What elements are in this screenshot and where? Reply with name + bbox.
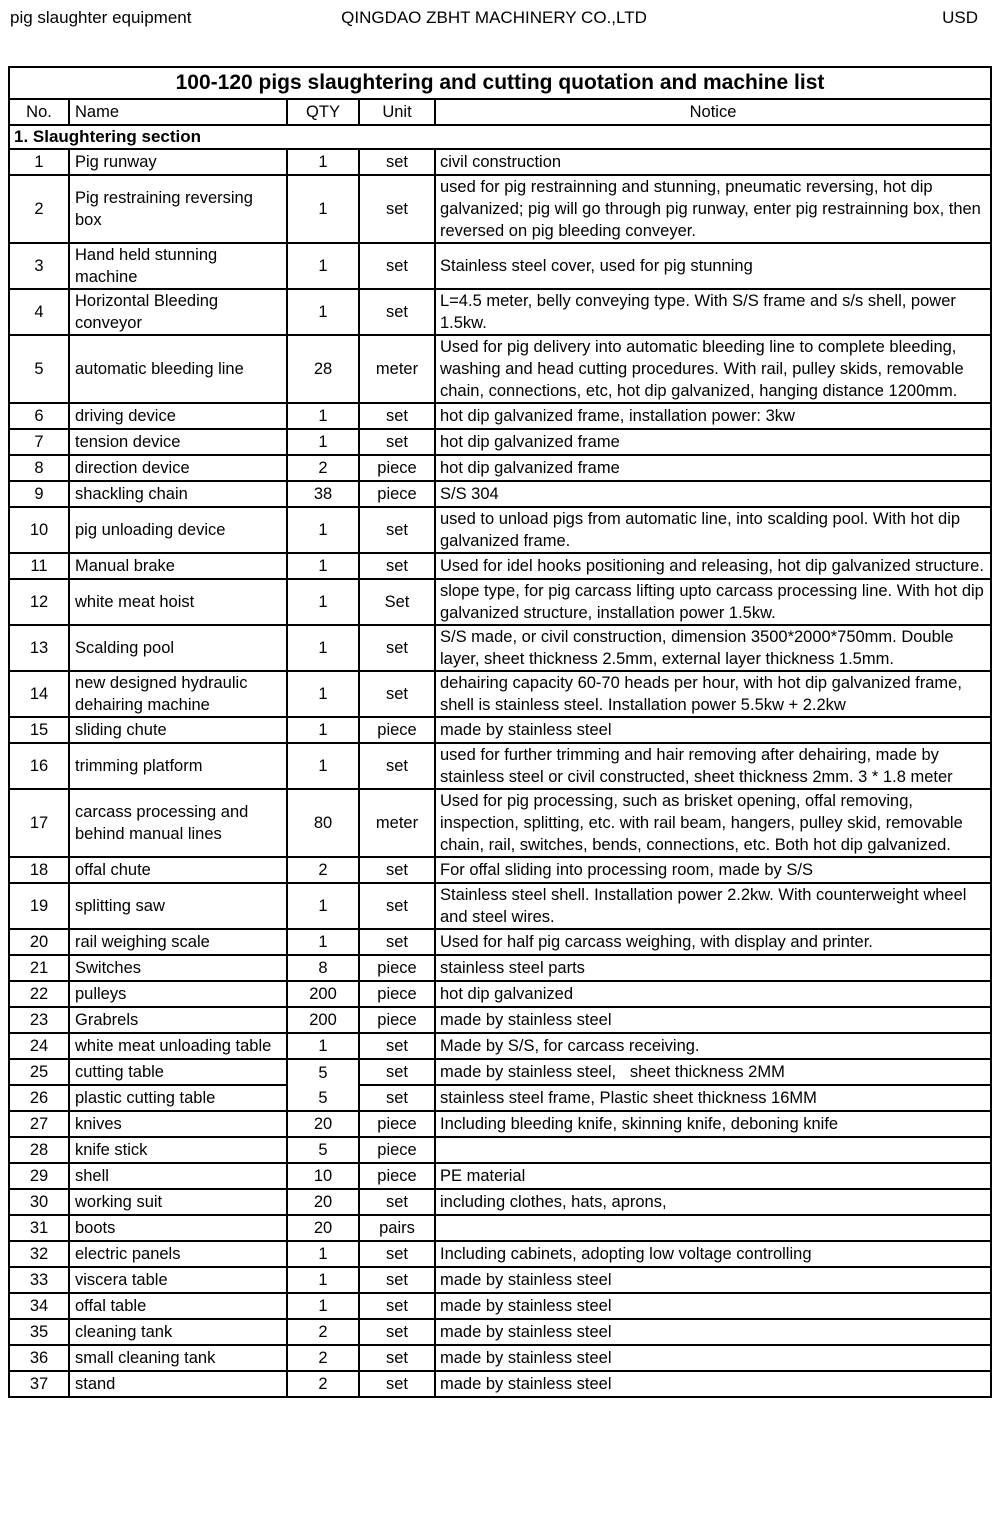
table-row <box>9 1293 991 1319</box>
cell-notice: stainless steel parts <box>435 955 991 981</box>
cell-name: white meat unloading table <box>69 1033 287 1059</box>
cell-no: 10 <box>9 507 69 553</box>
table-row <box>9 1033 991 1059</box>
cell-notice: hot dip galvanized frame <box>435 429 991 455</box>
cell-unit: set <box>359 1267 435 1293</box>
cell-name: stand <box>69 1371 287 1397</box>
cell-notice: Stainless steel cover, used for pig stunning <box>435 243 991 289</box>
cell-name: small cleaning tank <box>69 1345 287 1371</box>
cell-name: direction device <box>69 455 287 481</box>
cell-name: cutting table <box>69 1059 287 1085</box>
cell-qty: 8 <box>287 955 359 981</box>
cell-notice: Used for half pig carcass weighing, with display and printer. <box>435 929 991 955</box>
cell-unit: piece <box>359 717 435 743</box>
cell-notice: made by stainless steel <box>435 1293 991 1319</box>
cell-no: 5 <box>9 335 69 403</box>
cell-unit: set <box>359 671 435 717</box>
cell-qty: 1 <box>287 553 359 579</box>
cell-name: cleaning tank <box>69 1319 287 1345</box>
cell-no: 37 <box>9 1371 69 1397</box>
cell-no: 15 <box>9 717 69 743</box>
cell-qty: 1 <box>287 429 359 455</box>
cell-qty: 1 <box>287 507 359 553</box>
cell-no: 2 <box>9 175 69 243</box>
table-row <box>9 175 991 243</box>
cell-unit: piece <box>359 1163 435 1189</box>
table-row <box>9 1345 991 1371</box>
table-row <box>9 981 991 1007</box>
cell-qty: 200 <box>287 1007 359 1033</box>
cell-qty: 1 <box>287 625 359 671</box>
cell-qty: 38 <box>287 481 359 507</box>
cell-no: 36 <box>9 1345 69 1371</box>
cell-unit: piece <box>359 1007 435 1033</box>
cell-unit: set <box>359 553 435 579</box>
currency-label: USD <box>942 8 978 27</box>
cell-qty: 200 <box>287 981 359 1007</box>
table-row <box>9 1137 991 1163</box>
cell-unit: set <box>359 243 435 289</box>
column-header-qty: QTY <box>287 99 359 125</box>
cell-no: 27 <box>9 1111 69 1137</box>
title-row <box>9 67 991 99</box>
cell-name: Manual brake <box>69 553 287 579</box>
cell-qty: 1 <box>287 289 359 335</box>
cell-notice: Used for pig delivery into automatic bleeding line to complete bleeding, washing and head cutting procedures. With rail, pulley skids, removable chain, connections, etc, hot dip galvanized, hanging distance 1200mm. <box>435 335 991 403</box>
table-row <box>9 1215 991 1241</box>
table-row <box>9 955 991 981</box>
cell-name: rail weighing scale <box>69 929 287 955</box>
cell-name: driving device <box>69 403 287 429</box>
column-header-row <box>9 99 991 125</box>
cell-name: Switches <box>69 955 287 981</box>
cell-no: 1 <box>9 149 69 175</box>
table-title: 100-120 pigs slaughtering and cutting quotation and machine list <box>9 67 991 99</box>
cell-qty: 20 <box>287 1189 359 1215</box>
company-name: QINGDAO ZBHT MACHINERY CO.,LTD <box>341 8 647 27</box>
cell-no: 13 <box>9 625 69 671</box>
table-row <box>9 1085 991 1111</box>
cell-notice: made by stainless steel <box>435 1267 991 1293</box>
cell-name: electric panels <box>69 1241 287 1267</box>
cell-no: 11 <box>9 553 69 579</box>
cell-no: 29 <box>9 1163 69 1189</box>
doc-title-left: pig slaughter equipment <box>10 8 192 27</box>
cell-notice: made by stainless steel <box>435 1371 991 1397</box>
cell-notice: Made by S/S, for carcass receiving. <box>435 1033 991 1059</box>
cell-no: 16 <box>9 743 69 789</box>
cell-unit: set <box>359 625 435 671</box>
cell-notice: used for further trimming and hair removing after dehairing, made by stainless steel or civil constructed, sheet thickness 2mm. 3 * 1.8 meter <box>435 743 991 789</box>
cell-unit: set <box>359 1319 435 1345</box>
cell-qty: 1 <box>287 929 359 955</box>
cell-unit: piece <box>359 1111 435 1137</box>
cell-name: pulleys <box>69 981 287 1007</box>
cell-qty: 1 <box>287 403 359 429</box>
cell-unit: set <box>359 175 435 243</box>
cell-qty: 1 <box>287 671 359 717</box>
cell-name: Horizontal Bleeding conveyor <box>69 289 287 335</box>
table-row <box>9 579 991 625</box>
cell-qty: 1 <box>287 149 359 175</box>
cell-notice: civil construction <box>435 149 991 175</box>
cell-name: tension device <box>69 429 287 455</box>
cell-name: Pig restraining reversing box <box>69 175 287 243</box>
table-row <box>9 1267 991 1293</box>
cell-no: 32 <box>9 1241 69 1267</box>
cell-qty: 1 <box>287 1033 359 1059</box>
cell-unit: set <box>359 429 435 455</box>
cell-qty: 1 <box>287 175 359 243</box>
cell-name: offal table <box>69 1293 287 1319</box>
cell-no: 18 <box>9 857 69 883</box>
cell-no: 8 <box>9 455 69 481</box>
cell-unit: set <box>359 149 435 175</box>
cell-name: carcass processing and behind manual lines <box>69 789 287 857</box>
cell-qty: 2 <box>287 1319 359 1345</box>
cell-notice: used for pig restrainning and stunning, pneumatic reversing, hot dip galvanized; pig will go through pig runway, enter pig restrainning box, then reversed on pig bleeding conveyer. <box>435 175 991 243</box>
cell-notice: used to unload pigs from automatic line, into scalding pool. With hot dip galvanized frame. <box>435 507 991 553</box>
cell-name: splitting saw <box>69 883 287 929</box>
cell-qty: 5 <box>287 1085 359 1111</box>
cell-no: 14 <box>9 671 69 717</box>
cell-notice: made by stainless steel <box>435 1319 991 1345</box>
cell-name: viscera table <box>69 1267 287 1293</box>
cell-unit: piece <box>359 481 435 507</box>
cell-no: 17 <box>9 789 69 857</box>
table-row <box>9 553 991 579</box>
cell-unit: set <box>359 403 435 429</box>
cell-no: 25 <box>9 1059 69 1085</box>
cell-notice: Including cabinets, adopting low voltage controlling <box>435 1241 991 1267</box>
cell-unit: pairs <box>359 1215 435 1241</box>
cell-unit: set <box>359 289 435 335</box>
cell-unit: Set <box>359 579 435 625</box>
cell-qty: 5 <box>287 1059 359 1085</box>
cell-no: 20 <box>9 929 69 955</box>
cell-qty: 1 <box>287 579 359 625</box>
cell-no: 30 <box>9 1189 69 1215</box>
cell-notice: hot dip galvanized frame <box>435 455 991 481</box>
cell-no: 31 <box>9 1215 69 1241</box>
cell-name: Scalding pool <box>69 625 287 671</box>
cell-qty: 28 <box>287 335 359 403</box>
cell-no: 21 <box>9 955 69 981</box>
cell-unit: set <box>359 929 435 955</box>
cell-no: 3 <box>9 243 69 289</box>
cell-qty: 2 <box>287 857 359 883</box>
cell-notice: Stainless steel shell. Installation power 2.2kw. With counterweight wheel and steel wires. <box>435 883 991 929</box>
cell-name: new designed hydraulic dehairing machine <box>69 671 287 717</box>
cell-notice: L=4.5 meter, belly conveying type. With S/S frame and s/s shell, power 1.5kw. <box>435 289 991 335</box>
cell-notice: Including bleeding knife, skinning knife, deboning knife <box>435 1111 991 1137</box>
cell-name: Grabrels <box>69 1007 287 1033</box>
table-row <box>9 929 991 955</box>
table-row <box>9 1007 991 1033</box>
cell-no: 4 <box>9 289 69 335</box>
cell-unit: set <box>359 1371 435 1397</box>
cell-name: working suit <box>69 1189 287 1215</box>
cell-notice: made by stainless steel <box>435 717 991 743</box>
cell-notice: made by stainless steel <box>435 1007 991 1033</box>
cell-notice: S/S made, or civil construction, dimension 3500*2000*750mm. Double layer, sheet thickness 2.5mm, external layer thickness 1.5mm. <box>435 625 991 671</box>
cell-unit: set <box>359 743 435 789</box>
cell-notice: made by stainless steel, sheet thickness 2MM <box>435 1059 991 1085</box>
cell-no: 6 <box>9 403 69 429</box>
quotation-table <box>8 66 992 1398</box>
cell-name: boots <box>69 1215 287 1241</box>
table-row <box>9 403 991 429</box>
table-row <box>9 1059 991 1085</box>
cell-name: shackling chain <box>69 481 287 507</box>
cell-unit: set <box>359 1085 435 1111</box>
document-header <box>0 0 1000 28</box>
cell-unit: set <box>359 883 435 929</box>
cell-unit: set <box>359 507 435 553</box>
cell-no: 12 <box>9 579 69 625</box>
table-row <box>9 1111 991 1137</box>
cell-unit: piece <box>359 1137 435 1163</box>
cell-notice <box>435 1137 991 1163</box>
cell-notice: hot dip galvanized <box>435 981 991 1007</box>
table-row <box>9 149 991 175</box>
cell-name: trimming platform <box>69 743 287 789</box>
cell-no: 19 <box>9 883 69 929</box>
cell-notice: stainless steel frame, Plastic sheet thickness 16MM <box>435 1085 991 1111</box>
cell-unit: set <box>359 1059 435 1085</box>
cell-unit: piece <box>359 455 435 481</box>
table-row <box>9 857 991 883</box>
cell-qty: 5 <box>287 1137 359 1163</box>
cell-qty: 2 <box>287 455 359 481</box>
cell-no: 34 <box>9 1293 69 1319</box>
cell-no: 23 <box>9 1007 69 1033</box>
cell-unit: meter <box>359 335 435 403</box>
section-label: 1. Slaughtering section <box>9 125 991 149</box>
cell-name: Hand held stunning machine <box>69 243 287 289</box>
cell-no: 9 <box>9 481 69 507</box>
cell-qty: 20 <box>287 1215 359 1241</box>
cell-qty: 10 <box>287 1163 359 1189</box>
table-row <box>9 335 991 403</box>
table-row <box>9 289 991 335</box>
table-row <box>9 481 991 507</box>
cell-notice: slope type, for pig carcass lifting upto carcass processing line. With hot dip galvanized structure, installation power 1.5kw. <box>435 579 991 625</box>
cell-unit: set <box>359 1345 435 1371</box>
cell-qty: 20 <box>287 1111 359 1137</box>
cell-unit: set <box>359 1189 435 1215</box>
cell-notice: dehairing capacity 60-70 heads per hour, with hot dip galvanized frame, shell is stainless steel. Installation power 5.5kw + 2.2kw <box>435 671 991 717</box>
cell-notice: Used for idel hooks positioning and releasing, hot dip galvanized structure. <box>435 553 991 579</box>
cell-qty: 2 <box>287 1345 359 1371</box>
column-header-unit: Unit <box>359 99 435 125</box>
cell-notice: including clothes, hats, aprons, <box>435 1189 991 1215</box>
cell-qty: 1 <box>287 1241 359 1267</box>
table-row <box>9 507 991 553</box>
cell-notice: PE material <box>435 1163 991 1189</box>
cell-name: pig unloading device <box>69 507 287 553</box>
table-row <box>9 1189 991 1215</box>
table-row <box>9 1371 991 1397</box>
cell-name: shell <box>69 1163 287 1189</box>
cell-name: automatic bleeding line <box>69 335 287 403</box>
cell-notice <box>435 1215 991 1241</box>
cell-notice: made by stainless steel <box>435 1345 991 1371</box>
cell-notice: S/S 304 <box>435 481 991 507</box>
cell-qty: 1 <box>287 717 359 743</box>
cell-notice: For offal sliding into processing room, made by S/S <box>435 857 991 883</box>
cell-name: Pig runway <box>69 149 287 175</box>
table-row <box>9 625 991 671</box>
cell-qty: 1 <box>287 1267 359 1293</box>
cell-qty: 80 <box>287 789 359 857</box>
cell-unit: piece <box>359 981 435 1007</box>
table-body <box>9 125 991 1397</box>
column-header-no: No. <box>9 99 69 125</box>
cell-name: knife stick <box>69 1137 287 1163</box>
cell-unit: set <box>359 1033 435 1059</box>
cell-unit: piece <box>359 955 435 981</box>
section-row <box>9 125 991 149</box>
table-row <box>9 717 991 743</box>
table-row <box>9 455 991 481</box>
table-row <box>9 1319 991 1345</box>
cell-qty: 1 <box>287 743 359 789</box>
column-header-name: Name <box>69 99 287 125</box>
cell-qty: 1 <box>287 1293 359 1319</box>
column-header-notice: Notice <box>435 99 991 125</box>
cell-name: knives <box>69 1111 287 1137</box>
cell-no: 24 <box>9 1033 69 1059</box>
cell-no: 7 <box>9 429 69 455</box>
table-row <box>9 883 991 929</box>
table-row <box>9 1163 991 1189</box>
cell-no: 33 <box>9 1267 69 1293</box>
cell-qty: 1 <box>287 883 359 929</box>
cell-unit: set <box>359 857 435 883</box>
table-row <box>9 789 991 857</box>
cell-no: 28 <box>9 1137 69 1163</box>
cell-name: offal chute <box>69 857 287 883</box>
cell-qty: 1 <box>287 243 359 289</box>
cell-name: white meat hoist <box>69 579 287 625</box>
table-row <box>9 743 991 789</box>
cell-no: 35 <box>9 1319 69 1345</box>
table-row <box>9 1241 991 1267</box>
cell-no: 22 <box>9 981 69 1007</box>
cell-qty: 2 <box>287 1371 359 1397</box>
cell-unit: set <box>359 1293 435 1319</box>
table-row <box>9 243 991 289</box>
cell-name: plastic cutting table <box>69 1085 287 1111</box>
cell-no: 26 <box>9 1085 69 1111</box>
cell-unit: set <box>359 1241 435 1267</box>
cell-notice: Used for pig processing, such as brisket opening, offal removing, inspection, splitting, etc. with rail beam, hangers, pulley skid, removable chain, rail, switches, bends, connections, etc. Both hot dip galvanized. <box>435 789 991 857</box>
table-row <box>9 429 991 455</box>
cell-name: sliding chute <box>69 717 287 743</box>
cell-notice: hot dip galvanized frame, installation power: 3kw <box>435 403 991 429</box>
table-row <box>9 671 991 717</box>
cell-unit: meter <box>359 789 435 857</box>
